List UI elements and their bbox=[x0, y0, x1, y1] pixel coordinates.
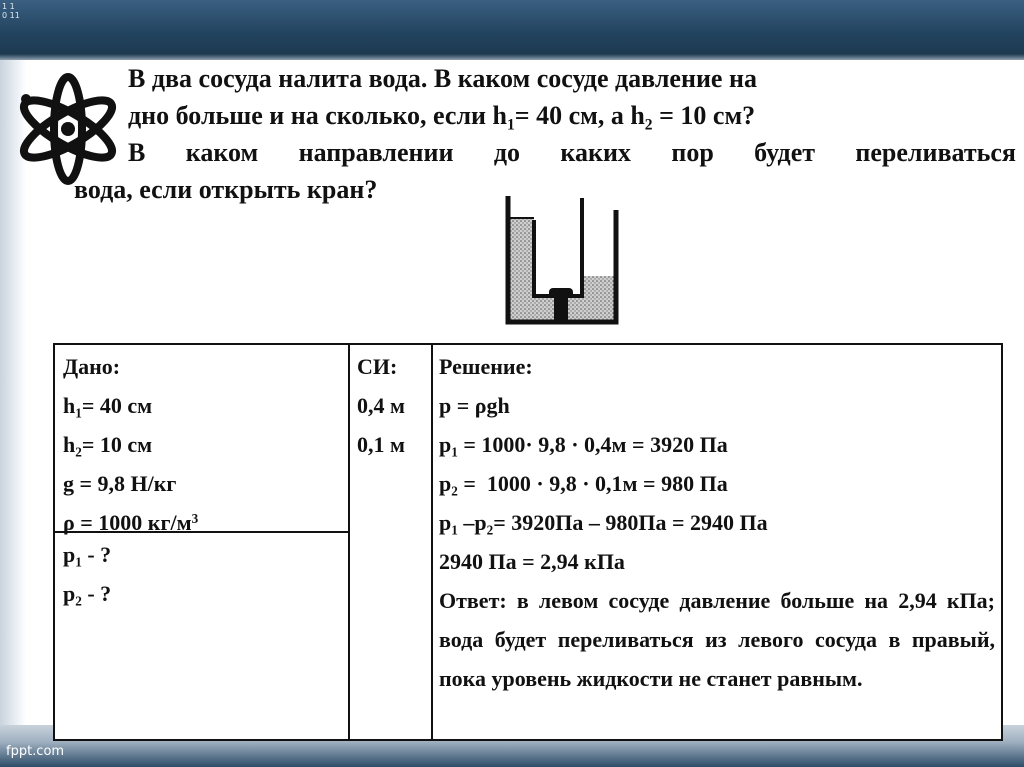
given-column bbox=[63, 347, 343, 542]
find-p1: $p_1$ - ? bbox=[63, 542, 112, 570]
solution-formula: p = ρgh bbox=[439, 393, 510, 418]
solution-conversion: 2940 Па = 2,94 кПа bbox=[439, 549, 625, 574]
communicating-vessels-diagram bbox=[492, 192, 642, 332]
problem-line-3: В каком направлении до каких пор будет переливаться bbox=[128, 138, 1016, 167]
given-h1: $h_1= 40$ см bbox=[63, 393, 153, 421]
given-h2: $h_2= 10$ см bbox=[63, 432, 153, 460]
solution-p1: $p_1 = 1000\cdot 9,8 \cdot 0,4м = 3920$ Па bbox=[439, 432, 728, 460]
footer-site-label: fppt.com bbox=[6, 744, 65, 759]
problem-line-1: В два сосуда налита вода. В каком сосуде давление на bbox=[128, 64, 757, 93]
problem-line-4: вода, если открыть кран? bbox=[74, 175, 378, 204]
given-header: Дано: bbox=[63, 354, 121, 379]
find-column bbox=[63, 535, 343, 613]
solution-answer: Ответ: в левом сосуде давление больше на 2,94 кПа; вода будет переливаться из левого сосуда в правый, пока уровень жидкости не станет равным. bbox=[439, 588, 995, 691]
table-divider-1 bbox=[348, 345, 350, 739]
solution-column bbox=[439, 347, 995, 698]
given-g: g = 9,8 Н/кг bbox=[63, 471, 177, 496]
solution-difference: $p_1$ $-p_2= 3920Па - 980Па = 2940$ Па bbox=[439, 510, 768, 538]
si-h1: 0,4 м bbox=[357, 393, 405, 418]
solution-table bbox=[53, 343, 1003, 741]
si-header: СИ: bbox=[357, 354, 398, 379]
given-rho: ρ = 1000 $кг/м^3$ bbox=[63, 510, 199, 535]
corner-mark: 1 1 0 11 bbox=[2, 2, 20, 20]
solution-header: Решение: bbox=[439, 354, 533, 379]
problem-line-2: дно больше и на сколько, если $h_1= 40$ см, а $h_2 = 10$ см? bbox=[128, 101, 756, 134]
solution-p2: $p_2 = 1000 \cdot 9,8 \cdot 0,1м = 980$ Па bbox=[439, 471, 728, 499]
si-h2: 0,1 м bbox=[357, 432, 405, 457]
si-column bbox=[357, 347, 437, 464]
header-band bbox=[0, 0, 1024, 60]
find-p2: $p_2$ - ? bbox=[63, 581, 112, 609]
